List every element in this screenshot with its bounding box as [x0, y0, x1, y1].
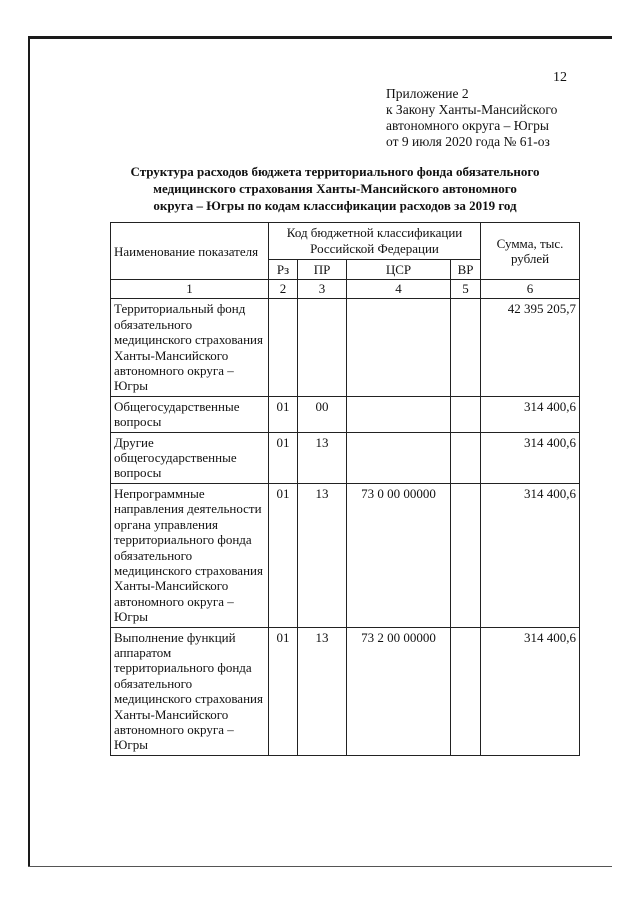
- row-pr: 00: [298, 396, 347, 432]
- header-csr: ЦСР: [347, 260, 451, 280]
- column-number-row: [111, 280, 580, 299]
- row-sum: 42 395 205,7: [481, 299, 580, 396]
- header-code-group: Код бюджетной классификации Российской Федерации: [269, 223, 481, 260]
- table-row: [111, 396, 580, 432]
- row-csr: [347, 432, 451, 483]
- appendix-line: от 9 июля 2020 года № 61-оз: [386, 134, 550, 149]
- row-csr: 73 0 00 00000: [347, 483, 451, 627]
- scan-border-top: [28, 36, 612, 39]
- row-sum: 314 400,6: [481, 627, 580, 755]
- row-rz: 01: [269, 396, 298, 432]
- row-sum: 314 400,6: [481, 483, 580, 627]
- scan-border-bottom: [28, 866, 612, 867]
- row-csr: [347, 396, 451, 432]
- page-number: 12: [553, 70, 567, 85]
- column-number: 1: [111, 280, 269, 299]
- budget-table: [110, 222, 580, 756]
- row-pr: 13: [298, 483, 347, 627]
- row-sum: 314 400,6: [481, 432, 580, 483]
- title-line: Структура расходов бюджета территориального фонда обязательного: [130, 164, 540, 179]
- header-name: Наименование показателя: [111, 223, 269, 280]
- appendix-line: к Закону Ханты-Мансийского: [386, 102, 558, 117]
- row-pr: 13: [298, 627, 347, 755]
- column-number: 4: [347, 280, 451, 299]
- appendix-note: [386, 86, 557, 150]
- row-name: Выполнение функций аппаратом территориального фонда обязательного медицинского страхования Ханты-Мансийского автономного округа – Югры: [111, 627, 269, 755]
- column-number: 2: [269, 280, 298, 299]
- scan-border-left: [28, 39, 30, 867]
- row-pr: 13: [298, 432, 347, 483]
- row-name: Непрограммные направления деятельности органа управления территориального фонда обязательного медицинского страхования Ханты-Мансийского автономного округа – Югры: [111, 483, 269, 627]
- row-pr: [298, 299, 347, 396]
- header-sum: Сумма, тыс. рублей: [481, 223, 580, 280]
- row-csr: 73 2 00 00000: [347, 627, 451, 755]
- row-rz: [269, 299, 298, 396]
- row-name: Другие общегосударственные вопросы: [111, 432, 269, 483]
- row-vr: [451, 396, 481, 432]
- row-vr: [451, 432, 481, 483]
- row-rz: 01: [269, 627, 298, 755]
- document-title: [108, 163, 562, 214]
- appendix-line: автономного округа – Югры: [386, 118, 549, 133]
- table-row: [111, 483, 580, 627]
- column-number: 6: [481, 280, 580, 299]
- column-number: 3: [298, 280, 347, 299]
- row-csr: [347, 299, 451, 396]
- table-row: [111, 432, 580, 483]
- header-rz: Рз: [269, 260, 298, 280]
- row-name: Общегосударственные вопросы: [111, 396, 269, 432]
- appendix-line: Приложение 2: [386, 86, 469, 101]
- row-rz: 01: [269, 483, 298, 627]
- column-number: 5: [451, 280, 481, 299]
- row-vr: [451, 299, 481, 396]
- row-name: Территориальный фонд обязательного медицинского страхования Ханты-Мансийского автономного округа – Югры: [111, 299, 269, 396]
- row-vr: [451, 483, 481, 627]
- row-vr: [451, 627, 481, 755]
- header-row: [111, 223, 580, 260]
- row-sum: 314 400,6: [481, 396, 580, 432]
- header-vr: ВР: [451, 260, 481, 280]
- table-row: [111, 627, 580, 755]
- table-row: [111, 299, 580, 396]
- row-rz: 01: [269, 432, 298, 483]
- title-line: медицинского страхования Ханты-Мансийского автономного: [153, 181, 517, 196]
- header-pr: ПР: [298, 260, 347, 280]
- title-line: округа – Югры по кодам классификации расходов за 2019 год: [153, 198, 517, 213]
